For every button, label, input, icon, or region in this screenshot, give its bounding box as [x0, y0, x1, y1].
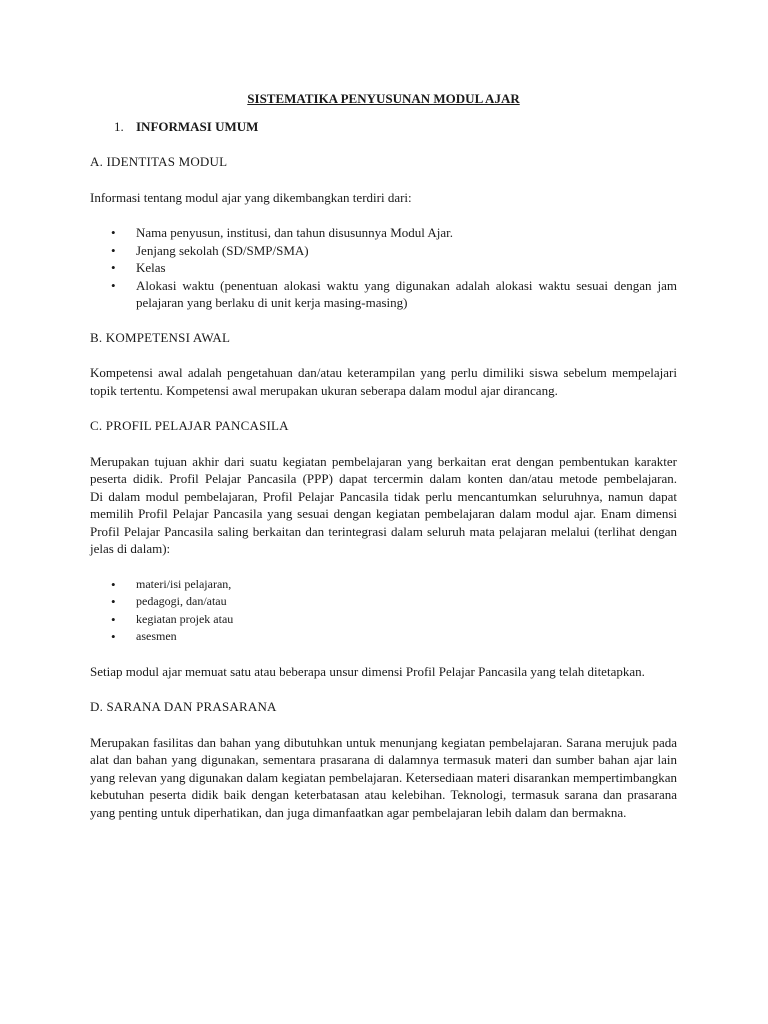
identitas-intro: Informasi tentang modul ajar yang dikembangkan terdiri dari: [90, 189, 412, 205]
section-heading-informasi-umum [114, 118, 677, 136]
list-item: • Alokasi waktu (penentuan alokasi waktu yang digunakan adalah alokasi waktu sesuai dengan jam pelajaran yang berlaku di unit kerja masing-masing) [90, 277, 677, 312]
heading-sarana-prasarana: D. SARANA DAN PRASARANA [90, 699, 277, 714]
heading-kompetensi-awal: B. KOMPETENSI AWAL [90, 329, 231, 345]
section-label: INFORMASI UMUM [136, 118, 259, 134]
list-item: • Nama penyusun, institusi, dan tahun disusunnya Modul Ajar. [90, 224, 677, 242]
section-number: 1. [114, 118, 124, 134]
list-item: • pedagogi, dan/atau [90, 593, 677, 611]
kompetensi-text: Kompetensi awal adalah pengetahuan dan/atau keterampilan yang perlu dimiliki siswa sebelum mempelajari topik tertentu. Kompetensi awal merupakan ukuran seberapa dalam modul ajar dirancang. [90, 365, 677, 398]
profil-text-2: Di dalam modul pembelajaran, Profil Pelajar Pancasila tidak perlu mencantumkan seluruhnya, namun dapat memilih Profil Pelajar Pancasila yang sesuai dengan kegiatan pembelajaran dalam modul ajar. Enam dimensi Profil Pelajar Pancasila saling berkaitan dan terintegrasi dalam seluruh mata pelajaran melalui (terlihat dengan jelas di dalam): [90, 488, 677, 556]
list-item: • materi/isi pelajaran, [90, 576, 677, 594]
list-item: • asesmen [90, 628, 677, 646]
profil-list [90, 576, 677, 646]
profil-closing: Setiap modul ajar memuat satu atau beberapa unsur dimensi Profil Pelajar Pancasila yang telah ditetapkan. [90, 663, 645, 679]
sarana-text: Merupakan fasilitas dan bahan yang dibutuhkan untuk menunjang kegiatan pembelajaran. Sarana merujuk pada alat dan bahan yang digunakan, sementara prasarana di dalamnya termasuk materi dan sumber bahan ajar lain yang relevan yang digunakan dalam kegiatan pembelajaran. Ketersediaan materi disarankan mempertimbangkan kebutuhan peserta didik baik dengan keterbatasan atau kelebihan. Teknologi, termasuk sarana dan prasarana yang penting untuk diperhatikan, dan juga dimanfaatkan agar pembelajaran lebih dalam dan bermakna. [90, 734, 677, 820]
list-item: • Jenjang sekolah (SD/SMP/SMA) [90, 242, 677, 260]
identitas-list [90, 224, 677, 312]
heading-profil-pelajar-pancasila: C. PROFIL PELAJAR PANCASILA [90, 418, 289, 433]
profil-text-1: Merupakan tujuan akhir dari suatu kegiatan pembelajaran yang berkaitan erat dengan pembentukan karakter peserta didik. Profil Pelajar Pancasila (PPP) dapat tercermin dalam konten dan/atau metode pembelajaran. [90, 453, 677, 486]
list-item: • kegiatan projek atau [90, 611, 677, 629]
heading-identitas-modul: A. IDENTITAS MODUL [90, 154, 228, 169]
document-page [90, 90, 677, 839]
list-item: • Kelas [90, 259, 677, 277]
document-title: SISTEMATIKA PENYUSUNAN MODUL AJAR [247, 91, 520, 106]
